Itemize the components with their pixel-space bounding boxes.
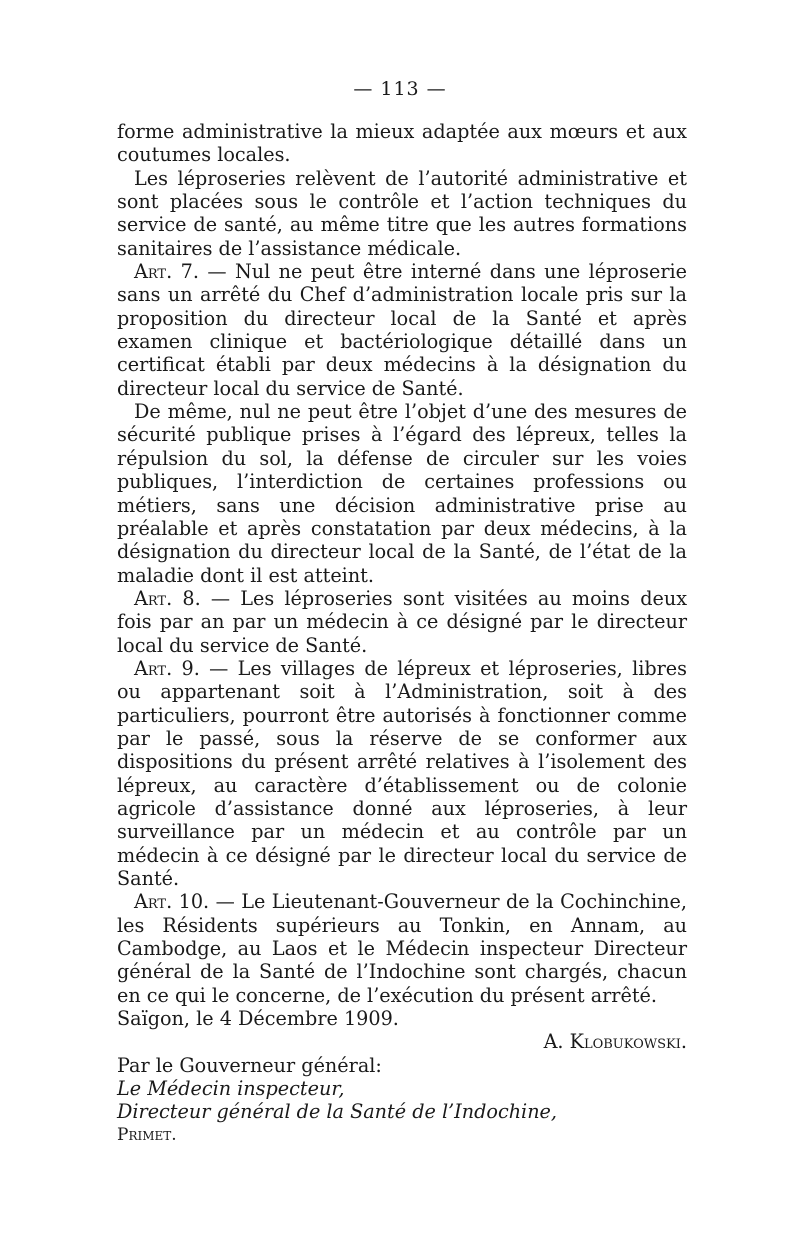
article-text: — Les villages de lépreux et léproseries, libres ou appartenant soit à l’Administration, soit à des particuliers, pourront être autorisés à fonctionner comme par le passé, sous la réserve de se conformer aux dispositions du présent arrêté relatives à l’isolement des lépreux, au caractère d’établissement ou de colonie agricole d’assistance donné aux léproseries, à leur surveillance par un médecin et au contrôle par un médecin à ce désigné par le directeur local du service de Santé. — [117, 656, 688, 890]
paragraph: De même, nul ne peut être l’objet d’une des mesures de sécurité publique prises à l’égard des lépreux, telles la répulsion du sol, la défense de circuler sur les voies publiques, l’interdiction de certaines professions ou métiers, sans une décision administrative prise au préalable et après constatation par deux médecins, à la désignation du directeur local de la Santé, de l’état de la maladie dont il est atteint. — [117, 400, 687, 587]
paragraph: Les léproseries relèvent de l’autorité administrative et sont placées sous le contrôle et l’action techniques du service de santé, au même titre que les autres formations sanitaires de l’assistance médicale. — [117, 166, 687, 260]
governor-line: Par le Gouverneur général: — [117, 1053, 382, 1077]
paragraph: forme administrative la mieux adaptée aux mœurs et aux coutumes locales. — [117, 120, 687, 167]
article-label: Art. 8. — [134, 586, 201, 610]
article-label: Art. 9. — [134, 656, 200, 680]
article-8 — [117, 587, 687, 657]
body-text — [117, 120, 687, 1147]
signer-name: A. Klobukowski. — [543, 1030, 687, 1054]
article-text: — Le Lieutenant-Gouverneur de la Cochinchine, les Résidents supérieurs au Tonkin, en Annam, au Cambodge, au Laos et le Médecin inspecteur Directeur général de la Santé de l’Indochine sont chargés, chacun en ce qui le concerne, de l’exécution du présent arrêté. — [117, 890, 687, 1007]
article-text: — Nul ne peut être interné dans une léproserie sans un arrêté du Chef d’administration locale pris sur la proposition du directeur local de la Santé et après examen clinique et bactériologique détaillé dans un certificat établi par deux médecins à la désignation du directeur local du service de Santé. — [117, 260, 687, 400]
inspector-title: Le Médecin inspecteur, — [117, 1077, 345, 1101]
director-title: Directeur général de la Santé de l’Indochine, — [117, 1100, 558, 1124]
page-number: — 113 — — [353, 78, 447, 100]
date-line: Saïgon, le 4 Décembre 1909. — [117, 1007, 399, 1031]
article-9 — [117, 657, 687, 890]
article-7 — [117, 260, 687, 400]
article-label: Art. 7. — [134, 260, 199, 284]
article-10 — [117, 890, 687, 1007]
article-label: Art. 10. — [134, 890, 210, 914]
article-text: — Les léproseries sont visitées au moins deux fois par an par un médecin à ce désigné par le directeur local du service de Santé. — [117, 586, 688, 657]
official-name: Primet. — [117, 1124, 177, 1145]
